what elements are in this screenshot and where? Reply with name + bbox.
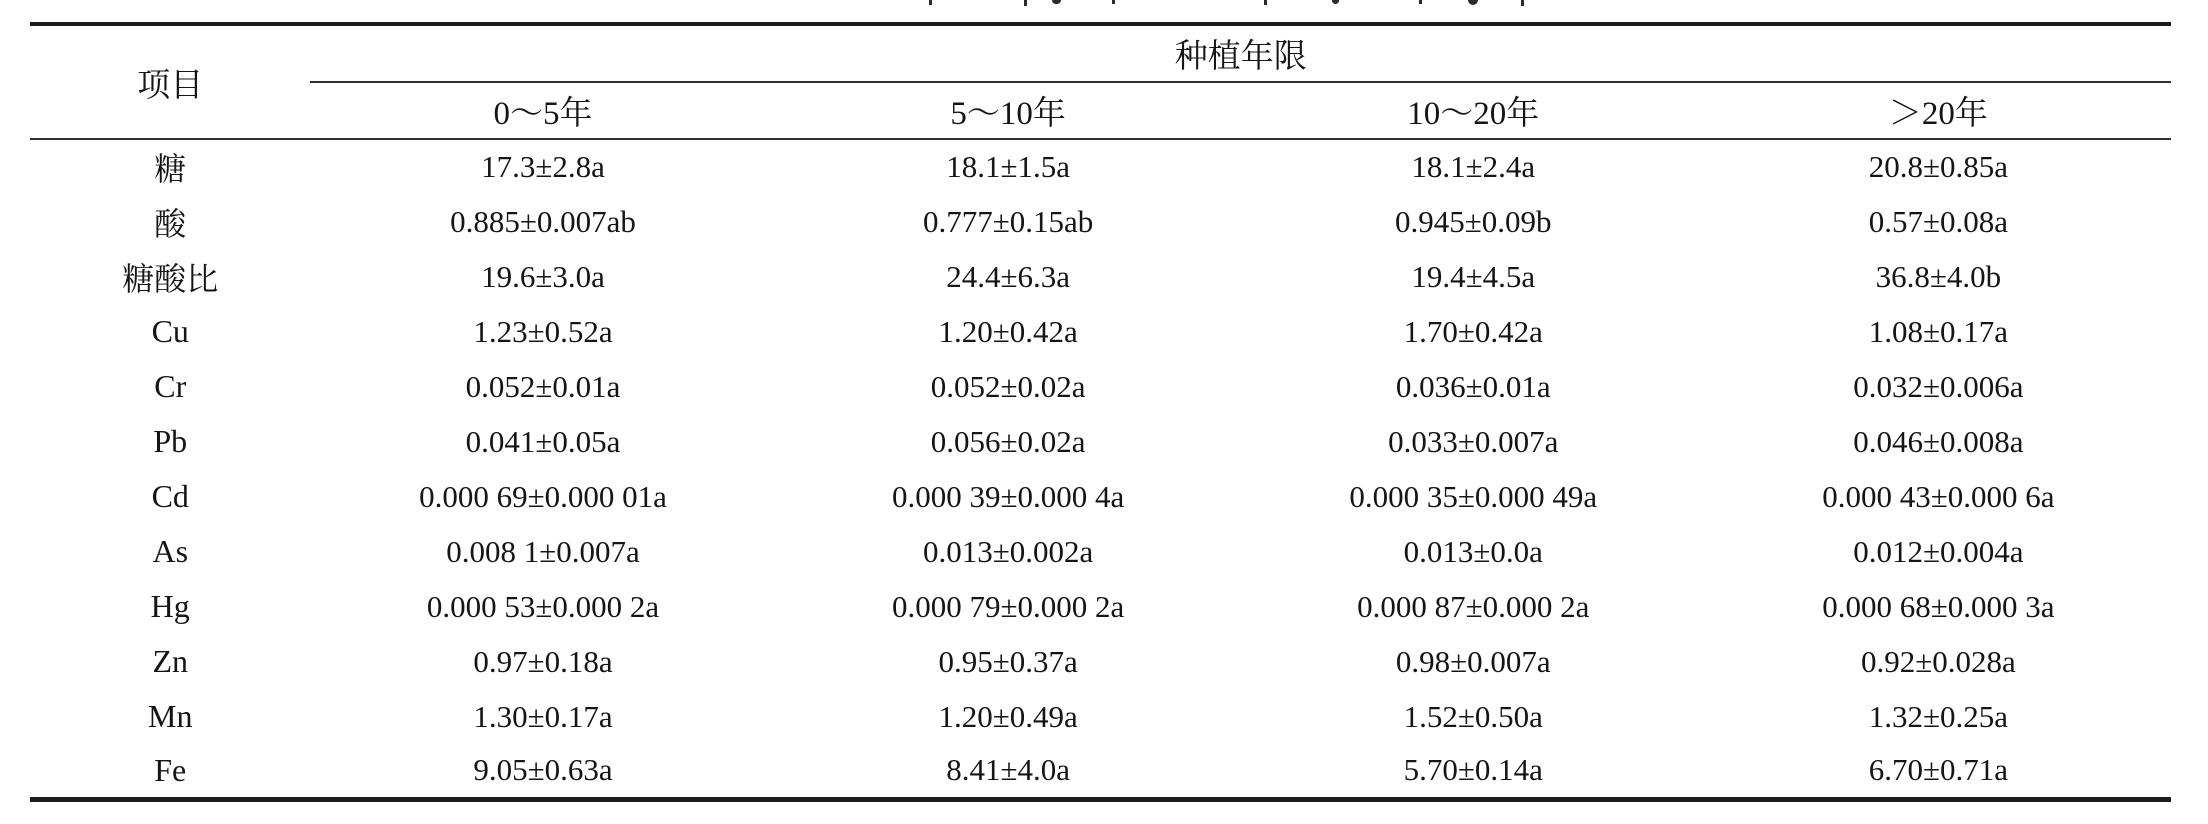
cell-value: 0.000 79±0.000 2a (892, 588, 1125, 624)
clipped-caption-remnant (0, 0, 2208, 8)
cell-value: 0.012±0.004a (1853, 533, 2024, 569)
row-label: 糖 (154, 151, 187, 187)
cell-value: 0.97±0.18a (473, 643, 613, 679)
row-label: Pb (153, 423, 188, 459)
cell-value: 1.32±0.25a (1868, 698, 2009, 734)
cell-value: 0.92±0.028a (1861, 643, 2016, 679)
cell-value: 0.000 53±0.000 2a (426, 588, 660, 624)
column-header-years-0-5: 0～5年 (310, 82, 775, 139)
cell-value: 0.013±0.0a (1403, 533, 1543, 569)
cell-value: 0.95±0.37a (938, 643, 1078, 679)
table-body (30, 139, 2171, 799)
cell-value: 1.20±0.49a (938, 698, 1078, 734)
cell-value: 18.1±2.4a (1411, 149, 1536, 184)
cell-value: 18.1±1.5a (946, 149, 1071, 184)
cell-value: 0.052±0.01a (465, 368, 621, 404)
table-row (30, 689, 2171, 744)
spanner-header-row (30, 24, 2171, 82)
column-header-item: 项目 (30, 24, 310, 139)
cell-value: 19.6±3.0a (481, 258, 605, 294)
column-header-years-over-20: ＞20年 (1706, 82, 2171, 139)
table-row (30, 304, 2171, 359)
cell-value: 1.70±0.42a (1403, 313, 1543, 349)
row-label: 糖酸比 (122, 260, 219, 297)
table-row (30, 414, 2171, 469)
cell-value: 0.000 39±0.000 4a (892, 478, 1125, 514)
cell-value: 0.052±0.02a (930, 368, 1086, 404)
table-row (30, 744, 2171, 799)
cell-value: 1.23±0.52a (473, 313, 613, 349)
table-row (30, 139, 2171, 194)
row-label: 酸 (154, 205, 187, 242)
column-header-years-10-20: 10～20年 (1241, 82, 1706, 139)
table-row (30, 359, 2171, 414)
cell-value: 9.05±0.63a (473, 752, 613, 788)
row-label: Fe (154, 751, 187, 788)
table-header (30, 24, 2171, 139)
cell-value: 1.08±0.17a (1868, 313, 2009, 349)
column-group-header-planting-years: 种植年限 (310, 24, 2171, 82)
cell-value: 1.30±0.17a (473, 698, 613, 734)
row-label: Cd (151, 478, 189, 514)
cell-value: 0.000 35±0.000 49a (1349, 478, 1598, 514)
cell-value: 0.57±0.08a (1868, 203, 2009, 239)
row-label: As (152, 533, 189, 569)
row-label: Cr (154, 368, 187, 404)
column-header-years-5-10: 5～10年 (776, 82, 1241, 139)
cell-value: 0.033±0.007a (1388, 423, 1559, 459)
cell-value: 0.056±0.02a (930, 423, 1086, 459)
cell-value: 19.4±4.5a (1411, 258, 1536, 294)
cell-value: 20.8±0.85a (1868, 149, 2009, 184)
cell-value: 0.98±0.007a (1395, 643, 1551, 679)
cell-value: 0.000 69±0.000 01a (419, 478, 667, 514)
row-label: Hg (150, 588, 190, 624)
row-label: Mn (148, 698, 193, 734)
cell-value: 0.008 1±0.007a (446, 533, 640, 569)
row-label: Zn (152, 643, 188, 679)
cell-value: 0.013±0.002a (923, 533, 1094, 569)
cell-value: 0.000 68±0.000 3a (1822, 588, 2055, 624)
cell-value: 0.945±0.09b (1395, 203, 1552, 239)
table-row (30, 194, 2171, 249)
cell-value: 0.032±0.006a (1853, 368, 2024, 404)
cell-value: 8.41±4.0a (946, 752, 1071, 788)
table-row (30, 524, 2171, 579)
row-label: Cu (151, 313, 189, 349)
cell-value: 1.20±0.42a (938, 313, 1078, 349)
table-row (30, 469, 2171, 524)
cell-value: 0.000 87±0.000 2a (1357, 588, 1590, 624)
cell-value: 1.52±0.50a (1403, 698, 1543, 734)
cell-value: 5.70±0.14a (1403, 752, 1543, 788)
table-row (30, 579, 2171, 634)
cell-value: 0.885±0.007ab (450, 203, 636, 239)
cell-value: 24.4±6.3a (946, 258, 1071, 294)
cell-value: 17.3±2.8a (481, 149, 605, 184)
cell-value: 0.777±0.15ab (923, 203, 1094, 239)
cell-value: 0.041±0.05a (465, 423, 621, 459)
cell-value: 36.8±4.0b (1875, 258, 2002, 294)
cell-value: 0.000 43±0.000 6a (1822, 478, 2055, 514)
table-row (30, 634, 2171, 689)
planting-years-table (30, 22, 2171, 802)
cell-value: 0.036±0.01a (1395, 368, 1551, 404)
year-columns-row (30, 82, 2171, 139)
cell-value: 0.046±0.008a (1853, 423, 2024, 459)
table-row (30, 249, 2171, 304)
cell-value: 6.70±0.71a (1868, 752, 2009, 788)
